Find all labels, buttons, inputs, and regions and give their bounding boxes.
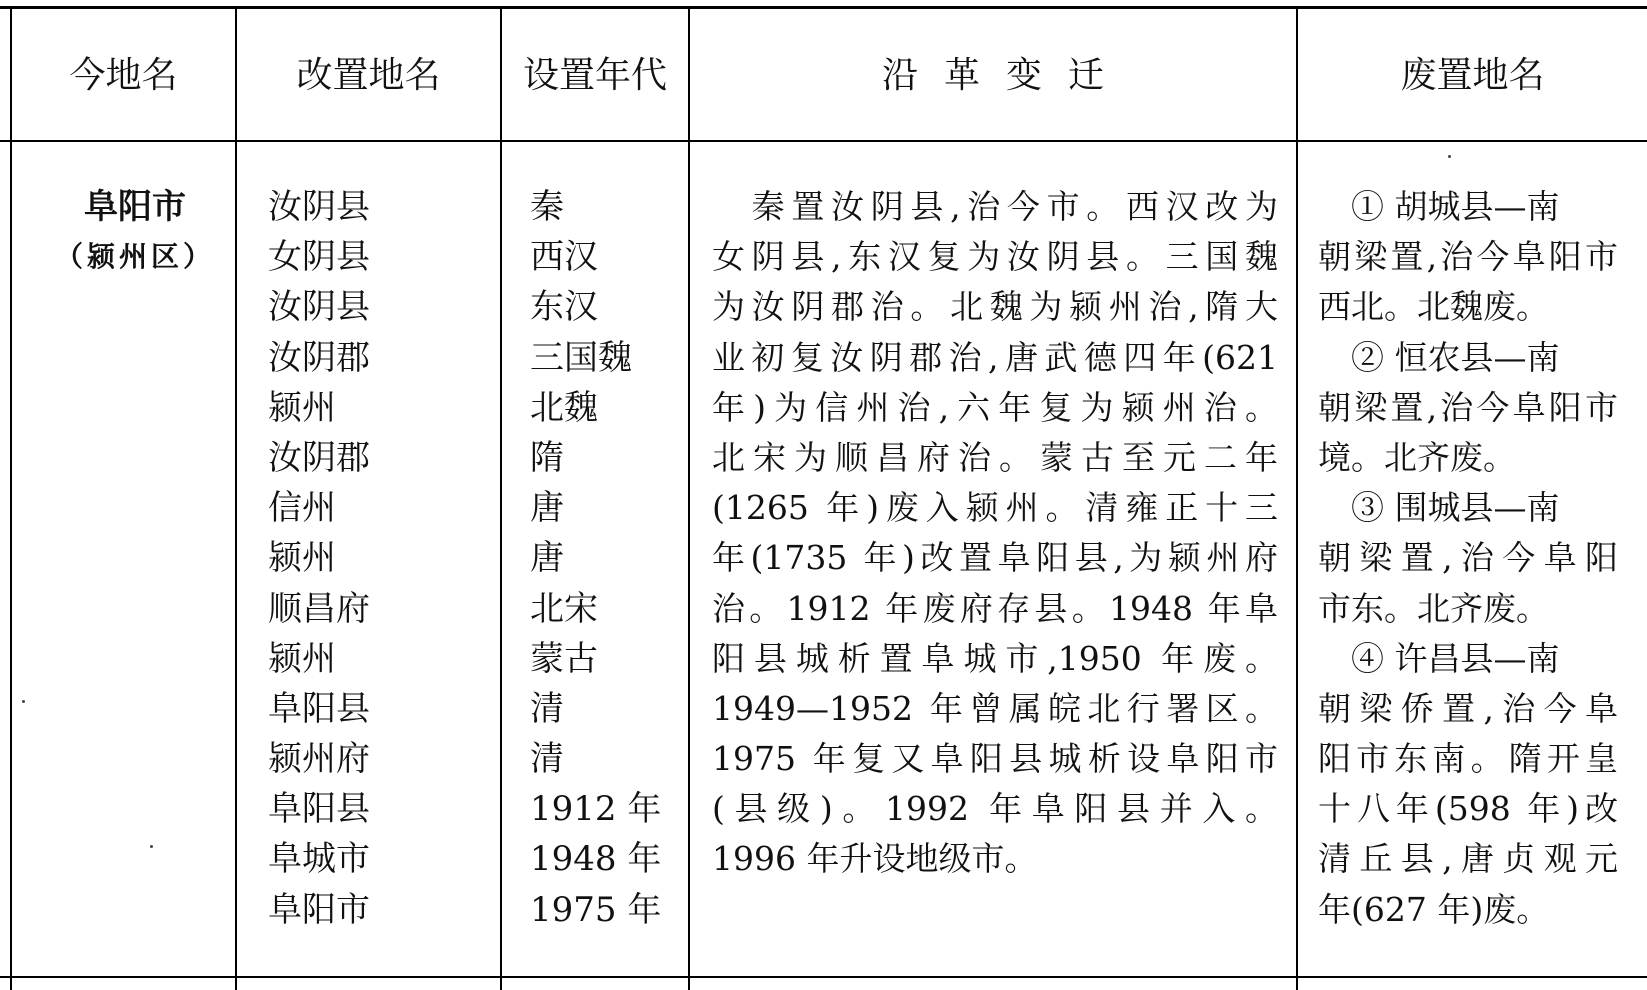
- list-item: 阜阳县: [268, 789, 370, 830]
- column-divider-2: [500, 6, 502, 990]
- current-place-district: （颍州区）: [54, 240, 215, 273]
- column-divider-4: [1296, 6, 1298, 990]
- list-item: 阜阳市: [268, 889, 370, 930]
- abolished-line: 朝梁侨置,治今阜: [1318, 688, 1618, 728]
- list-item: 清: [530, 688, 564, 729]
- list-item: 1975 年: [530, 889, 662, 930]
- list-item: 唐: [530, 538, 564, 579]
- list-item: 唐: [530, 488, 564, 529]
- abolished-line: ④ 许昌县—南: [1318, 638, 1560, 678]
- list-item: 信州: [268, 488, 336, 529]
- row-bottom-border: [0, 976, 1647, 978]
- scan-speck: [150, 845, 153, 848]
- list-item: 女阴县: [268, 237, 370, 278]
- abolished-line: ② 恒农县—南: [1318, 337, 1560, 377]
- established-eras-list: [530, 182, 661, 935]
- history-line: (县级)。1992 年阜阳县并入。: [712, 789, 1278, 829]
- header-bottom-border: [0, 140, 1647, 142]
- list-item: 汝阴郡: [268, 337, 370, 378]
- history-line: 业初复汝阴郡治,唐武德四年(621: [712, 337, 1278, 377]
- current-place-cell: [40, 182, 230, 282]
- list-item: 三国魏: [530, 337, 632, 378]
- history-line: 阳县城析置阜城市,1950 年废。: [712, 638, 1278, 678]
- list-item: 西汉: [530, 237, 598, 278]
- column-divider-1: [235, 6, 237, 990]
- abolished-line: 朝梁置,治今阜阳市: [1318, 237, 1618, 277]
- current-place-name: 阜阳市: [84, 187, 186, 227]
- list-item: 汝阴郡: [268, 437, 370, 478]
- history-paragraph: [712, 182, 1278, 885]
- list-item: 颍州: [268, 638, 336, 679]
- history-line: (1265 年)废入颍州。清雍正十三: [712, 488, 1278, 528]
- renamed-names-list: [268, 182, 370, 935]
- abolished-line: 十八年(598 年)改: [1318, 789, 1618, 829]
- list-item: 汝阴县: [268, 187, 370, 227]
- list-item: 北宋: [530, 588, 598, 629]
- list-item: 秦: [530, 187, 564, 227]
- scan-speck: [1448, 155, 1451, 158]
- abolished-line: 市东。北齐废。: [1318, 588, 1549, 628]
- list-item: 阜城市: [268, 839, 370, 880]
- table-top-border: [0, 6, 1647, 9]
- list-item: 汝阴县: [268, 287, 370, 328]
- list-item: 东汉: [530, 287, 598, 328]
- list-item: 1912 年: [530, 789, 662, 830]
- header-abolished-name: 废置地名: [1400, 55, 1545, 96]
- header-current-name: 今地名: [69, 55, 178, 96]
- abolished-line: 朝梁置,治今阜阳: [1318, 538, 1618, 578]
- list-item: 北魏: [530, 387, 598, 428]
- list-item: 颍州: [268, 538, 336, 579]
- list-item: 顺昌府: [268, 588, 370, 629]
- list-item: 颍州: [268, 387, 336, 428]
- history-line: 为汝阴郡治。北魏为颍州治,隋大: [712, 287, 1278, 327]
- history-line: 年)为信州治,六年复为颍州治。: [712, 387, 1278, 427]
- abolished-line: ① 胡城县—南: [1318, 187, 1560, 226]
- history-line: 女阴县,东汉复为汝阴县。三国魏: [712, 237, 1278, 277]
- abolished-line: 清丘县,唐贞观元: [1318, 839, 1618, 879]
- history-line: 治。1912 年废府存县。1948 年阜: [712, 588, 1278, 628]
- header-established-era: 设置年代: [522, 55, 667, 96]
- column-divider-3: [688, 6, 690, 990]
- list-item: 蒙古: [530, 638, 598, 679]
- history-line: 北宋为顺昌府治。蒙古至元二年: [712, 437, 1278, 477]
- abolished-line: 境。北齐废。: [1318, 437, 1516, 477]
- abolished-line: 西北。北魏废。: [1318, 287, 1549, 327]
- header-renamed-name: 改置地名: [296, 55, 441, 96]
- list-item: 阜阳县: [268, 688, 370, 729]
- abolished-line: 朝梁置,治今阜阳市: [1318, 387, 1618, 427]
- history-line: 1975 年复又阜阳县城析设阜阳市: [712, 739, 1278, 779]
- list-item: 颍州府: [268, 739, 370, 780]
- abolished-names-paragraph: [1318, 182, 1618, 935]
- history-line: 1996 年升设地级市。: [712, 839, 1038, 879]
- abolished-line: 阳市东南。隋开皇: [1318, 739, 1618, 779]
- list-item: 1948 年: [530, 839, 662, 880]
- history-line: 1949—1952 年曾属皖北行署区。: [712, 688, 1278, 728]
- list-item: 隋: [530, 437, 564, 478]
- header-history: 沿革变迁: [881, 55, 1130, 96]
- history-line: 秦置汝阴县,治今市。西汉改为: [712, 187, 1278, 226]
- history-line: 年(1735 年)改置阜阳县,为颍州府: [712, 538, 1278, 578]
- abolished-line: 年(627 年)废。: [1318, 889, 1550, 929]
- abolished-line: ③ 围城县—南: [1318, 488, 1560, 528]
- left-edge-border: [10, 6, 12, 990]
- list-item: 清: [530, 739, 564, 780]
- scan-speck: [22, 700, 25, 703]
